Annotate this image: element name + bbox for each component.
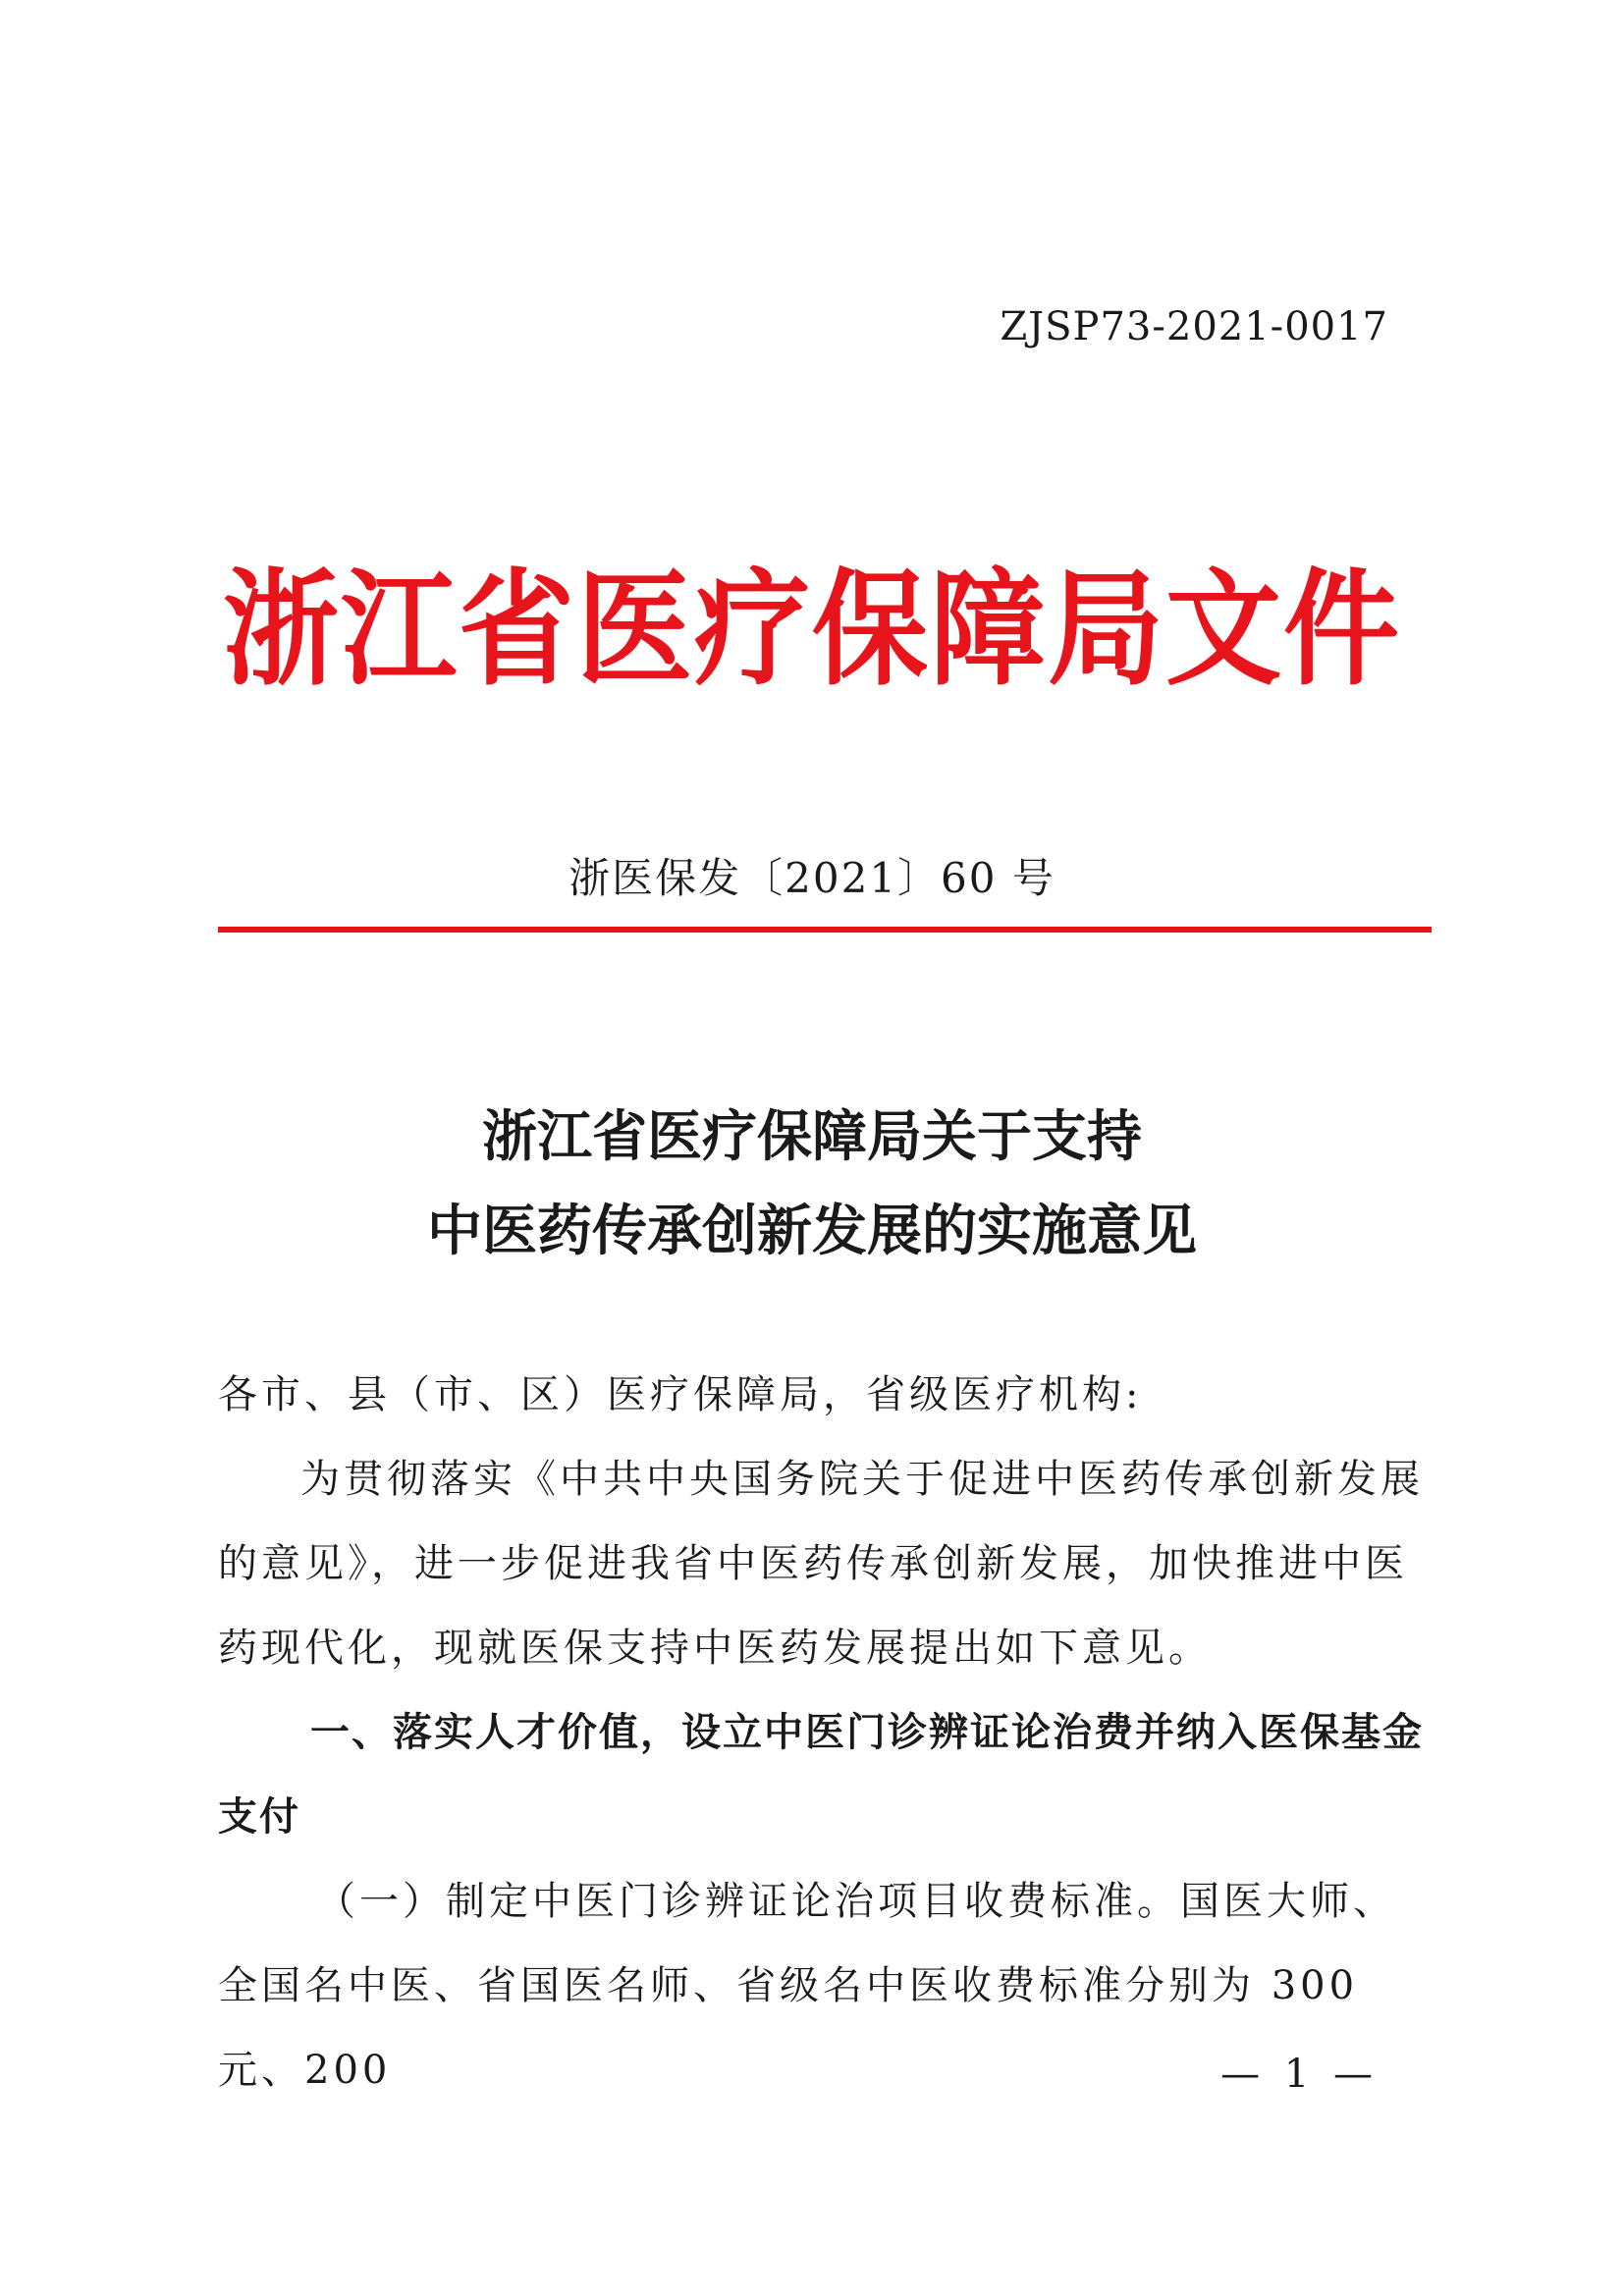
- issuer-header: 浙江省医疗保障局文件: [222, 556, 1401, 703]
- item-1-paragraph: （一）制定中医门诊辨证论治项目收费标准。国医大师、全国名中医、省国医名师、省级名中医收费标准分别为 300 元、200: [218, 1879, 1396, 2093]
- section-1-heading: 一、落实人才价值，设立中医门诊辨证论治费并纳入医保基金支付: [218, 1710, 1424, 1840]
- document-number: 浙医保发〔2021〕60 号: [568, 854, 1056, 902]
- document-title: [0, 1090, 1624, 1278]
- intro-paragraph: 为贯彻落实《中共中央国务院关于促进中医药传承创新发展的意见》，进一步促进我省中医药传承创新发展，加快推进中医药现代化，现就医保支持中医药发展提出如下意见。: [218, 1457, 1424, 1671]
- document-code: ZJSP73-2021-0017: [1000, 304, 1388, 349]
- title-line-1: 浙江省医疗保障局关于支持: [482, 1104, 1142, 1169]
- title-line-2: 中医药传承创新发展的实施意见: [427, 1199, 1197, 1263]
- addressee: 各市、县（市、区）医疗保障局，省级医疗机构:: [218, 1372, 1143, 1417]
- page-number: — 1 —: [1220, 2052, 1379, 2097]
- red-divider-line: [218, 927, 1432, 933]
